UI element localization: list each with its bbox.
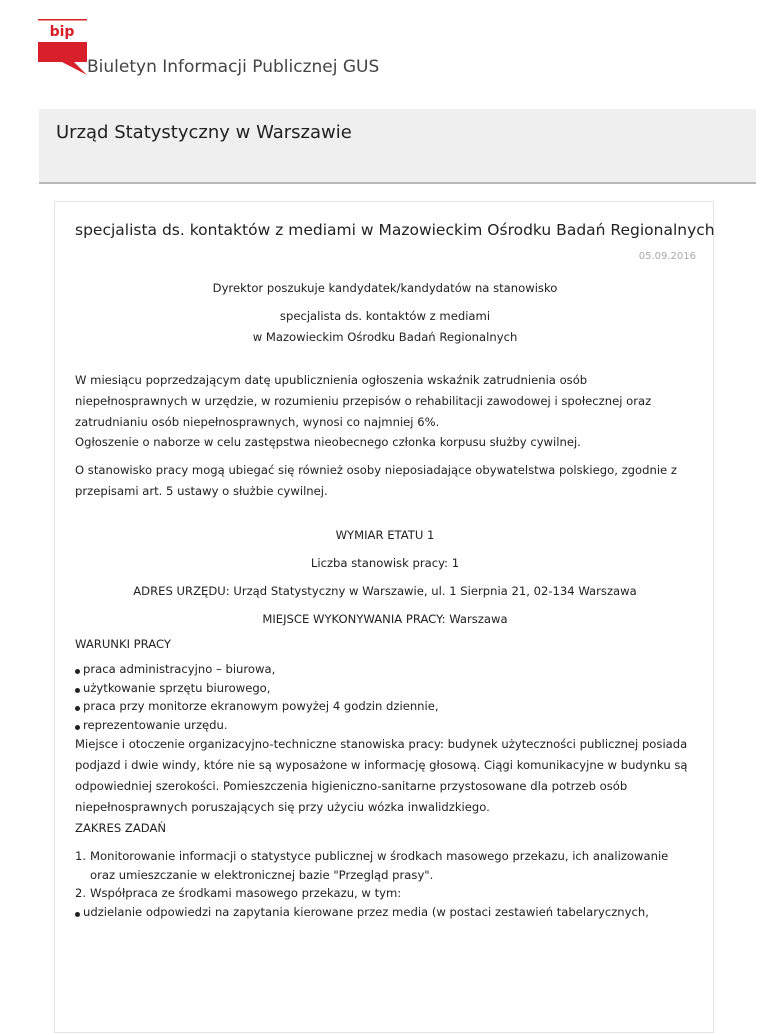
position-line-1: specjalista ds. kontaktów z mediami bbox=[279, 309, 491, 323]
zakres-section bbox=[75, 847, 695, 921]
liczba-stanowisk: Liczba stanowisk pracy: 1 bbox=[310, 556, 460, 570]
bip-logo[interactable] bbox=[38, 18, 88, 76]
office-address: ADRES URZĘDU: Urząd Statystyczny w Warszawie, ul. 1 Sierpnia 21, 02-134 Warszawa bbox=[133, 584, 637, 598]
list-item bbox=[75, 847, 695, 884]
article-card bbox=[54, 201, 714, 1033]
zakres-list bbox=[75, 847, 695, 903]
site-title[interactable]: Biuletyn Informacji Publicznej GUS bbox=[87, 57, 380, 77]
position-line-2: w Mazowieckim Ośrodku Badań Regionalnych bbox=[252, 330, 518, 344]
disability-paragraph: W miesiącu poprzedzającym datę upublicznienia ogłoszenia wskaźnik zatrudnienia osób niepełnosprawnych w urzędzie, w rozumieniu przepisów o rehabilitacji zawodowej i społecznej oraz zatrudnianiu osób niepełnosprawnych, wynosi co najmniej 6%. bbox=[75, 373, 652, 429]
foreigners-paragraph: O stanowisko pracy mogą ubiegać się również osoby nieposiadające obywatelstwa polskiego, zgodnie z przepisami art. 5 ustawy o służbie cywilnej. bbox=[75, 463, 677, 498]
work-location: MIEJSCE WYKONYWANIA PRACY: Warszawa bbox=[262, 612, 508, 626]
position-name bbox=[75, 306, 695, 348]
list-item: praca administracyjno – biurowa, bbox=[75, 660, 695, 679]
wymiar-etatu: WYMIAR ETATU 1 bbox=[335, 528, 435, 542]
office-title: Urząd Statystyczny w Warszawie bbox=[56, 122, 352, 143]
office-banner bbox=[39, 109, 756, 184]
substitute-paragraph: Ogłoszenie o naborze w celu zastępstwa nieobecnego członka korpusu służby cywilnej. bbox=[75, 435, 581, 449]
warunki-description: Miejsce i otoczenie organizacyjno-techniczne stanowiska pracy: budynek użyteczności publicznej posiada podjazd i dwie windy, które nie są wyposażone w informację głosową. Ciągi komunikacyjne w budynku są odpowiedniej szerokości. Pomieszczenia higieniczno-sanitarne przystosowane dla potrzeb osób niepełnosprawnych poruszających się przy użyciu wózka inwalidzkiego. bbox=[75, 737, 688, 814]
list-item bbox=[75, 884, 695, 903]
list-item: użytkowanie sprzętu biurowego, bbox=[75, 679, 695, 698]
list-item: praca przy monitorze ekranowym powyżej 4 godzin dziennie, bbox=[75, 697, 695, 716]
publication-date: 05.09.2016 bbox=[638, 251, 696, 262]
list-item: udzielanie odpowiedzi na zapytania kierowane przez media (w postaci zestawień tabelarycznych, bbox=[75, 903, 695, 922]
article-title: specjalista ds. kontaktów z mediami w Mazowieckim Ośrodku Badań Regionalnych bbox=[75, 221, 715, 239]
zakres-sub-list bbox=[75, 903, 695, 922]
item-text: Współpraca ze środkami masowego przekazu, w tym: bbox=[90, 886, 402, 900]
warunki-section bbox=[75, 660, 695, 818]
intro-text: Dyrektor poszukuje kandydatek/kandydatów na stanowisko bbox=[212, 281, 558, 295]
item-number: 1. bbox=[75, 849, 87, 863]
item-text: Monitorowanie informacji o statystyce publicznej w środkach masowego przekazu, ich analizowanie oraz umieszczanie w elektronicznej bazie "Przegląd prasy". bbox=[90, 849, 669, 882]
bip-logo-text: bip bbox=[49, 24, 75, 40]
site-header bbox=[0, 0, 768, 108]
item-number: 2. bbox=[75, 886, 87, 900]
zakres-heading: ZAKRES ZADAŃ bbox=[75, 821, 167, 835]
warunki-heading: WARUNKI PRACY bbox=[75, 637, 171, 651]
warunki-list bbox=[75, 660, 695, 734]
list-item: reprezentowanie urzędu. bbox=[75, 716, 695, 735]
